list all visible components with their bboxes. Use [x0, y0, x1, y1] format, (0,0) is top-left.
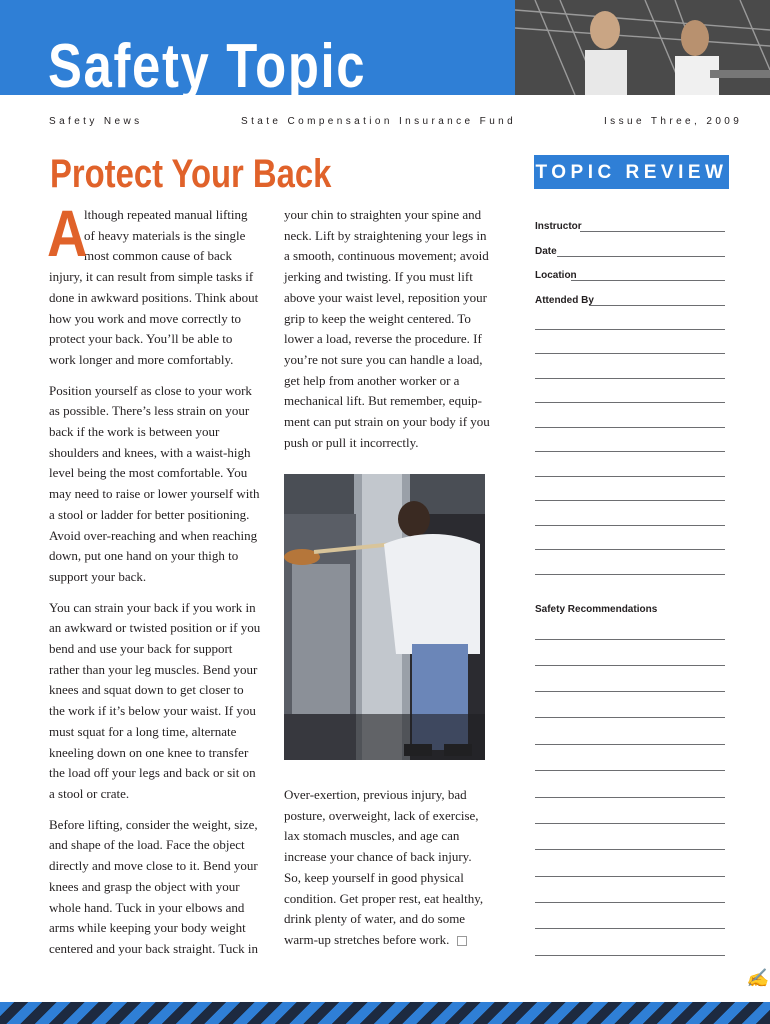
paragraph-2: Position yourself as close to your work as possible. There’s less strain on your back if the work is between your shoulders and knees, with a waist-high level being the most comfortable. You may need to raise or lower yourself with a stool or ladder for better positioning. Avoid over-reaching and when reaching down, put one hand on your thigh to support your back. [49, 382, 260, 584]
article-headline: Protect Your Back [50, 152, 332, 196]
attendee-line[interactable] [535, 451, 725, 452]
safety-recommendations-title: Safety Recommendations [535, 604, 658, 615]
recommendation-line[interactable] [535, 639, 725, 640]
attendee-line[interactable] [535, 427, 725, 428]
article-column-1 [47, 196, 261, 970]
field-instructor-label: Instructor [535, 221, 582, 232]
attendee-line[interactable] [535, 378, 725, 379]
meta-issue: Issue Three, 2009 [604, 116, 743, 127]
field-attended-by-label: Attended By [535, 295, 594, 306]
paragraph-5: your chin to straighten your spine and neck. Lift by straightening your legs in a smooth, continuous movement; avoid jerking and twisting. If you must lift above your waist level, reposition your grip to keep the weight centered. To lower a load, reverse the procedure. If you’re not sure you can handle a load, get help from another worker or a mechanical lift. But remember, equip-ment can put strain on your body if you push or pull it incorrectly. [284, 207, 490, 450]
bakery-oven-photo [284, 474, 485, 760]
meta-publication: Safety News [49, 116, 143, 127]
article-column-2-bottom [284, 785, 491, 961]
recommendation-line[interactable] [535, 717, 725, 718]
attendee-line[interactable] [535, 549, 725, 550]
recommendation-line[interactable] [535, 691, 725, 692]
meta-publisher: State Compensation Insurance Fund [241, 116, 517, 127]
recommendation-line[interactable] [535, 823, 725, 824]
end-mark-icon [457, 936, 467, 946]
paragraph-6-text: Over-exertion, previous injury, bad posture, overweight, lack of exercise, lax stomach muscles, and age can increase your chance of back injury. So, keep yourself in good physical condition. Get proper rest, eat healthy, drink plenty of water, and do some warm-up stretches before work. [284, 787, 484, 947]
recommendation-line[interactable] [535, 902, 725, 903]
recommendation-line[interactable] [535, 928, 725, 929]
article-column-2-top [284, 205, 491, 463]
attendee-line[interactable] [535, 525, 725, 526]
footer-stripe [0, 1002, 770, 1024]
attendee-line[interactable] [535, 329, 725, 330]
masthead-title: Safety Topic [48, 32, 367, 101]
header-photo-bakers [515, 0, 770, 95]
paragraph-4: Before lifting, consider the weight, size, and shape of the load. Face the object directly and move close to it. Bend your knees and grasp the object with your whole hand. Tuck in your elbows and arms while keeping your body weight centered and your back straight. Tuck in [49, 816, 259, 956]
paragraph-3: You can strain your back if you work in an awkward or twisted position or if you bend and use your back for support rather than your leg muscles. Bend your knees and squat down to get closer to the work if it’s below your waist. If you must squat for a long time, alternate kneeling down on one knee to transfer the load off your legs and back or sit on a stool or crate. [49, 599, 261, 801]
recommendation-line[interactable] [535, 744, 725, 745]
bakery-photo-art [284, 474, 485, 760]
field-date-label: Date [535, 246, 557, 257]
recommendation-line[interactable] [535, 876, 725, 877]
recommendation-line[interactable] [535, 849, 725, 850]
field-location-label: Location [535, 270, 577, 281]
attendee-line[interactable] [535, 476, 725, 477]
attendee-line[interactable] [535, 574, 725, 575]
header-photo-art [515, 0, 770, 95]
paragraph-1-text: lthough repeated manual lifting of heavy materials is the single most common cause of back injury, it can result from simple tasks if done in awkward positions. Think about how you work and move correctly to protect your back. You’ll be able to work longer and more comfortably. [49, 207, 259, 367]
paragraph-6 [284, 785, 491, 951]
attendee-line[interactable] [535, 402, 725, 403]
recommendation-line[interactable] [535, 665, 725, 666]
recommendation-line[interactable] [535, 770, 725, 771]
attendee-line[interactable] [535, 353, 725, 354]
field-instructor-line[interactable] [580, 231, 725, 232]
drop-cap: A [47, 196, 88, 270]
recommendation-line[interactable] [535, 797, 725, 798]
field-location-line[interactable] [571, 280, 725, 281]
signature-flourish-icon: ✍ [746, 968, 769, 988]
field-date-line[interactable] [557, 256, 725, 257]
topic-review-header [534, 155, 729, 189]
recommendation-line[interactable] [535, 955, 725, 956]
attendee-line[interactable] [535, 500, 725, 501]
field-attended-by-line[interactable] [589, 305, 725, 306]
paragraph-1 [47, 196, 261, 371]
topic-review-title: TOPIC REVIEW [535, 162, 728, 183]
